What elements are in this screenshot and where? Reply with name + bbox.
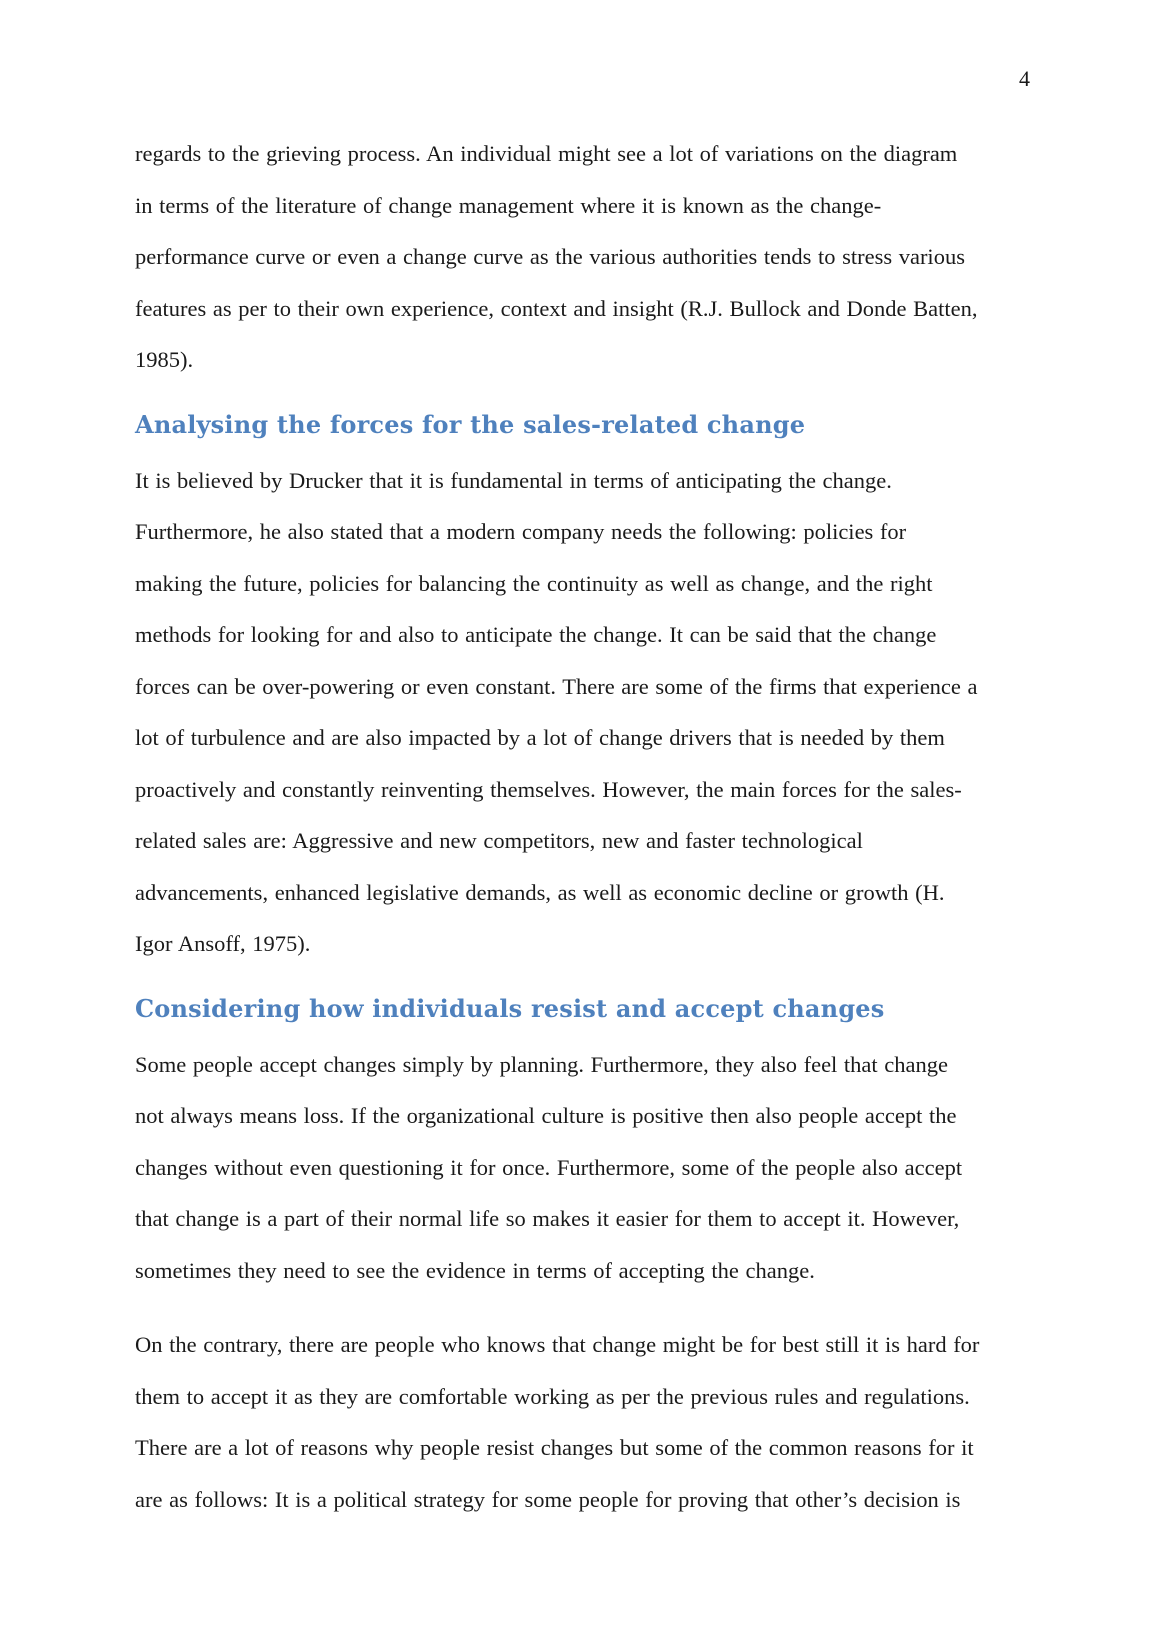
body-paragraph-accept-changes: Some people accept changes simply by planning. Furthermore, they also feel that change not always means loss. If the organizational culture is positive then also people accept the changes without even questioning it for once. Furthermore, some of the people also accept that change is a part of their normal life so makes it easier for them to accept it. However, sometimes they need to see the evidence in terms of accepting the change. bbox=[135, 1051, 963, 1283]
body-paragraph-grieving-process: regards to the grieving process. An individual might see a lot of variations on the diagram in terms of the literature of change management where it is known as the change-performance curve or even a change curve as the various authorities tends to stress various features as per to their own experience, context and insight (R.J. Bullock and Donde Batten, 1985). bbox=[135, 141, 978, 372]
body-paragraph-resist-changes: On the contrary, there are people who knows that change might be for best still it is hard for them to accept it as they are comfortable working as per the previous rules and regulations. There are a lot of reasons why people resist changes but some of the common reasons for it are as follows: It is a political strategy for some people for proving that other’s decision is bbox=[135, 1332, 980, 1512]
page-number: 4 bbox=[1019, 66, 1030, 91]
section-heading-analysing-forces: Analysing the forces for the sales-related change bbox=[135, 409, 806, 439]
section-heading-individuals-resist-accept: Considering how individuals resist and accept changes bbox=[135, 993, 885, 1023]
body-paragraph-drucker-forces: It is believed by Drucker that it is fundamental in terms of anticipating the change. Furthermore, he also stated that a modern company needs the following: policies for making the future, policies for balancing the continuity as well as change, and the right methods for looking for and also to anticipate the change. It can be said that the change forces can be over-powering or even constant. There are some of the firms that experience a lot of turbulence and are also impacted by a lot of change drivers that is needed by them proactively and constantly reinventing themselves. However, the main forces for the sales-related sales are: Aggressive and new competitors, new and faster technological advancements, enhanced legislative demands, as well as economic decline or growth (H. Igor Ansoff, 1975). bbox=[135, 467, 978, 956]
document-body bbox=[135, 128, 980, 1548]
